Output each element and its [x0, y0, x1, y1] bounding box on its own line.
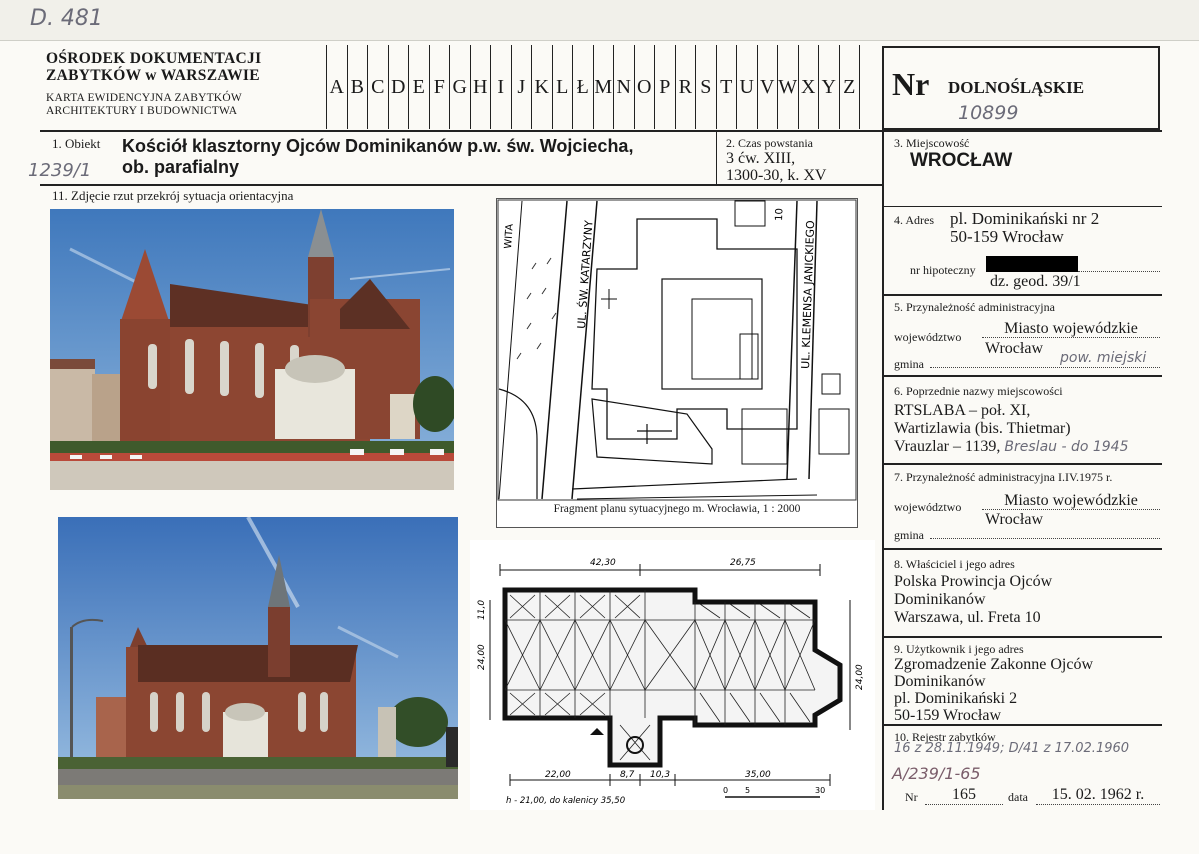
scale-0: 0 — [723, 786, 729, 795]
letter-cell-23: X — [798, 45, 819, 129]
corner-note: D. 481 — [30, 6, 103, 31]
letter-cell-5: F — [429, 45, 450, 129]
gmina75-label: gmina — [894, 528, 924, 542]
rejestr-nr-value: 165 — [925, 786, 1003, 805]
uzytkownik-label: 9. Użytkownik i jego adres — [894, 642, 1024, 656]
letter-cell-22: W — [777, 45, 798, 129]
church-photo-1 — [50, 209, 454, 490]
handwritten-nr: 10899 — [958, 102, 1019, 124]
dim-right1: 24,00 — [855, 664, 865, 690]
gmina-dots — [930, 367, 1160, 368]
rejestr-label: 10. Rejestr zabytków — [894, 730, 996, 744]
uzytkownik-line4: 50-159 Wrocław — [894, 707, 1002, 724]
letter-cell-6: G — [449, 45, 470, 129]
obiekt-code: 1239/1 — [28, 160, 92, 181]
dim-top1: 42,30 — [590, 558, 616, 568]
letter-cell-18: S — [695, 45, 716, 129]
street-label-wita: WITA — [503, 223, 516, 250]
letter-cell-1: B — [347, 45, 368, 129]
adres-value — [950, 210, 1099, 246]
rejestr-data-value: 15. 02. 1962 r. — [1036, 786, 1160, 805]
dim-top2: 26,75 — [730, 558, 756, 568]
nr-box — [882, 46, 1160, 130]
site-plan-drawing — [497, 199, 857, 505]
letter-cell-4: E — [408, 45, 429, 129]
divider-5 — [884, 294, 1162, 296]
letter-cell-25: Z — [839, 45, 861, 129]
woj75-line2: Wrocław — [985, 511, 1043, 528]
letter-cell-16: P — [654, 45, 675, 129]
letter-cell-2: C — [367, 45, 388, 129]
divider-10 — [884, 724, 1162, 726]
miejscowosc-label: 3. Miejscowość — [894, 136, 970, 150]
divider-6 — [884, 375, 1162, 377]
floor-plan-drawing — [470, 540, 875, 810]
right-column-divider — [882, 130, 884, 810]
header-divider — [40, 130, 1162, 132]
poprzednie-line2: Wartizlawia (bis. Thietmar) — [894, 420, 1071, 437]
floor-plan — [470, 540, 875, 810]
letter-cell-17: R — [675, 45, 696, 129]
institution-name — [46, 50, 261, 84]
letter-cell-24: Y — [818, 45, 839, 129]
divider-8 — [884, 548, 1162, 550]
photos-label: 11. Zdjęcie rzut przekrój sytuacja orientacyjna — [52, 188, 294, 203]
adres-label: 4. Adres — [894, 213, 934, 227]
dim-bottom1: 22,00 — [545, 770, 571, 780]
czas-divider — [716, 130, 717, 185]
church-photo-2-image — [58, 517, 458, 799]
woj-line1: Miasto wojewódzkie — [1004, 320, 1138, 337]
poprzednie-handwritten: Breslau - do 1945 — [1004, 439, 1129, 455]
height-note: h - 21,00, do kalenicy 35,50 — [506, 796, 626, 806]
czas-label: 2. Czas powstania — [726, 136, 813, 150]
woj-line2: Wrocław — [985, 340, 1043, 357]
woj75-label: województwo — [894, 500, 962, 514]
divider-7 — [884, 463, 1162, 465]
letter-cell-3: D — [388, 45, 409, 129]
czas-line2: 1300-30, k. XV — [726, 167, 827, 184]
street-label-janickiego: UL. KLEMENSA JANICKIEGO — [799, 220, 818, 370]
church-photo-1-image — [50, 209, 454, 490]
poprzednie-line3: Vrauzlar – 1139, — [894, 438, 1001, 455]
rejestr-data-label: data — [1008, 790, 1028, 804]
wlasciciel-value — [894, 573, 1052, 627]
nr-label: Nr — [892, 66, 930, 102]
poprzednie-value — [894, 402, 1129, 456]
street-label-katarzyny: UL. ŚW. KATARZYNY — [575, 219, 596, 330]
dim-bottom4: 35,00 — [745, 770, 771, 780]
card-type-line1: KARTA EWIDENCYJNA ZABYTKÓW — [46, 92, 242, 104]
map-caption: Fragment planu sytuacyjnego m. Wrocławia, 1 : 2000 — [553, 503, 801, 515]
uzytkownik-value — [894, 656, 1093, 724]
letter-cell-20: U — [736, 45, 757, 129]
hipoteka-label: nr hipoteczny — [910, 263, 976, 277]
object-divider — [40, 184, 884, 186]
uzytkownik-line1: Zgromadzenie Zakonne Ojców — [894, 656, 1094, 673]
wlasciciel-label: 8. Właściciel i jego adres — [894, 557, 1015, 571]
woj-value — [982, 320, 1160, 338]
gmina-label: gmina — [894, 357, 924, 371]
dim-left2: 24,00 — [477, 644, 487, 670]
adres-line2: 50-159 Wrocław — [950, 227, 1064, 246]
letter-cell-11: L — [552, 45, 573, 129]
rejestr-nr-label: Nr — [905, 790, 918, 804]
top-strip — [0, 0, 1199, 41]
wlasciciel-line2: Dominikanów — [894, 591, 986, 608]
divider-4 — [884, 206, 1162, 207]
hipoteka-dots — [1078, 271, 1160, 272]
letter-cell-14: N — [613, 45, 634, 129]
institution-line1: OŚRODEK DOKUMENTACJI — [46, 50, 262, 67]
divider-9 — [884, 636, 1162, 638]
rejestr-handwritten-1: 16 z 28.11.1949; D/41 z 17.02.1960 — [894, 741, 1130, 756]
dim-bottom2: 8,7 — [620, 770, 635, 780]
site-plan-map — [496, 198, 858, 528]
obiekt-name — [122, 136, 633, 178]
woj75-line1: Miasto wojewódzkie — [1004, 492, 1138, 509]
uzytkownik-line2: Dominikanów — [894, 673, 986, 690]
region-name: DOLNOŚLĄSKIE — [948, 78, 1085, 97]
letter-cell-12: Ł — [572, 45, 593, 129]
scale-5: 5 — [745, 786, 751, 795]
hipoteka-value: dz. geod. 39/1 — [990, 273, 1081, 290]
letter-cell-10: K — [531, 45, 552, 129]
letter-cell-21: V — [757, 45, 778, 129]
letter-cell-0: A — [326, 45, 347, 129]
map-house-number: 10 — [774, 207, 786, 222]
gmina-handwritten: pow. miejski — [1060, 350, 1147, 366]
scale-30: 30 — [815, 786, 826, 795]
woj-label: województwo — [894, 330, 962, 344]
letter-cell-15: O — [634, 45, 655, 129]
letter-cell-9: J — [511, 45, 532, 129]
letter-cell-7: H — [470, 45, 491, 129]
obiekt-name-line1: Kościół klasztorny Ojców Dominikanów p.w. św. Wojciecha, — [122, 136, 634, 156]
letter-cell-8: I — [490, 45, 511, 129]
poprzednie-label: 6. Poprzednie nazwy miejscowości — [894, 384, 1063, 398]
adres-line1: pl. Dominikański nr 2 — [950, 209, 1100, 228]
dim-left1: 11,0 — [477, 599, 487, 620]
dim-bottom3: 10,3 — [650, 770, 671, 780]
church-photo-2 — [58, 517, 458, 799]
przynaleznosc-label: 5. Przynależność administracyjna — [894, 300, 1055, 314]
poprzednie-line1: RTSLABA – poł. XI, — [894, 402, 1031, 419]
letter-index — [326, 45, 860, 129]
przynaleznosc75-label: 7. Przynależność administracyjna I.IV.1975 r. — [894, 470, 1113, 484]
gmina75-dots — [930, 538, 1160, 539]
wlasciciel-line1: Polska Prowincja Ojców — [894, 573, 1053, 590]
uzytkownik-line3: pl. Dominikański 2 — [894, 690, 1018, 707]
woj75-value — [982, 492, 1160, 510]
rejestr-handwritten-2: A/239/1-65 — [892, 764, 981, 783]
miejscowosc-value: WROCŁAW — [910, 150, 1013, 171]
wlasciciel-line3: Warszawa, ul. Freta 10 — [894, 609, 1041, 626]
czas-line1: 3 ćw. XIII, — [726, 150, 796, 167]
card-type-line2: ARCHITEKTURY I BUDOWNICTWA — [46, 105, 238, 117]
redacted-block — [986, 256, 1078, 272]
letter-cell-13: M — [593, 45, 614, 129]
obiekt-name-line2: ob. parafialny — [122, 157, 240, 177]
letter-cell-19: T — [716, 45, 737, 129]
obiekt-label: 1. Obiekt — [52, 136, 101, 151]
czas-value — [726, 150, 826, 184]
institution-line2: ZABYTKÓW w WARSZAWIE — [46, 67, 260, 84]
card-type — [46, 92, 242, 118]
